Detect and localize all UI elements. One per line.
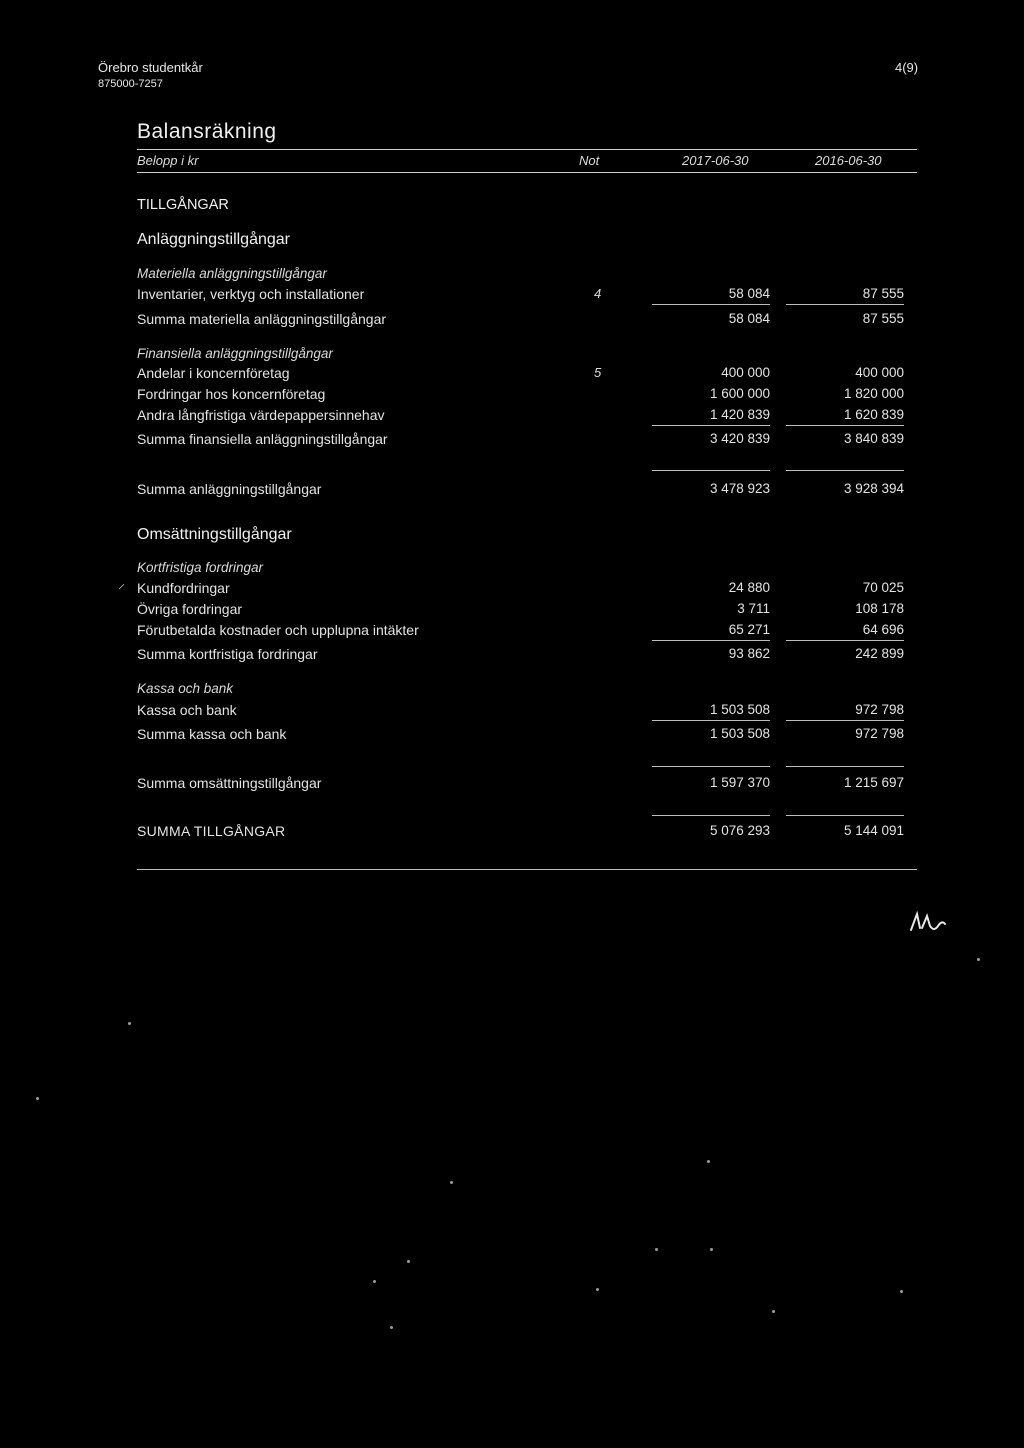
scan-speck (128, 1022, 131, 1025)
row-label: Förutbetalda kostnader och upplupna intäkter (137, 622, 419, 638)
row-label: Summa finansiella anläggningstillgångar (137, 431, 388, 447)
row-label: Övriga fordringar (137, 601, 243, 617)
assets-heading: TILLGÅNGAR (137, 197, 229, 213)
row-label: Summa anläggningstillgångar (137, 481, 322, 497)
row-label: Summa kassa och bank (137, 726, 287, 742)
row-note: 4 (594, 286, 602, 301)
receivables-heading: Kortfristiga fordringar (137, 560, 264, 575)
scan-speck (407, 1260, 410, 1263)
value-2017: 400 000 (721, 365, 770, 380)
value-2017: 1 420 839 (709, 407, 770, 422)
subtotal-underline (652, 640, 770, 641)
organization-number: 875000-7257 (98, 78, 163, 90)
tangible-assets-heading: Materiella anläggningstillgångar (137, 266, 327, 281)
column-header-amount: Belopp i kr (137, 153, 199, 168)
row-label: Summa materiella anläggningstillgångar (137, 311, 387, 327)
value-2017: 24 880 (728, 580, 770, 595)
organization-name: Örebro studentkår (98, 60, 203, 75)
scan-speck (390, 1326, 393, 1329)
scan-speck (710, 1248, 713, 1251)
financial-assets-heading: Finansiella anläggningstillgångar (137, 346, 333, 361)
total-underline (652, 766, 770, 767)
value-2016: 70 025 (862, 580, 904, 595)
total-underline (652, 470, 770, 471)
organization-header (98, 60, 203, 92)
cash-heading: Kassa och bank (137, 681, 234, 696)
value-2016: 3 840 839 (843, 431, 904, 446)
value-2016: 1 820 000 (843, 386, 904, 401)
value-2017: 1 503 508 (709, 702, 770, 717)
bottom-divider (137, 869, 917, 870)
scan-speck (596, 1288, 599, 1291)
subtotal-underline (786, 720, 904, 721)
value-2016: 1 215 697 (843, 775, 904, 790)
total-underline (786, 470, 904, 471)
value-2016: 242 899 (855, 646, 904, 661)
row-label: Andelar i koncernföretag (137, 365, 290, 381)
subtotal-underline (786, 304, 904, 305)
grand-total-underline (786, 815, 904, 816)
row-note: 5 (594, 365, 602, 380)
value-2016: 5 144 091 (843, 823, 904, 838)
page-title: Balansräkning (137, 120, 277, 143)
column-header-note: Not (579, 153, 600, 168)
column-header-2017: 2017-06-30 (682, 153, 749, 168)
value-2017: 3 420 839 (709, 431, 770, 446)
column-header-divider (137, 172, 917, 173)
scan-speck (36, 1097, 39, 1100)
value-2017: 93 862 (728, 646, 770, 661)
value-2016: 400 000 (855, 365, 904, 380)
value-2017: 58 084 (728, 311, 770, 326)
value-2016: 108 178 (855, 601, 904, 616)
subtotal-underline (652, 425, 770, 426)
row-label: Kundfordringar (137, 580, 230, 596)
value-2016: 64 696 (862, 622, 904, 637)
value-2017: 1 597 370 (709, 775, 770, 790)
grand-total-underline (652, 815, 770, 816)
row-label: Inventarier, verktyg och installationer (137, 286, 365, 302)
scan-speck (655, 1248, 658, 1251)
subtotal-underline (786, 425, 904, 426)
scan-speck (373, 1280, 376, 1283)
row-label: Summa kortfristiga fordringar (137, 646, 318, 662)
scan-speck (450, 1181, 453, 1184)
subtotal-underline (652, 304, 770, 305)
value-2017: 5 076 293 (709, 823, 770, 838)
scan-speck (707, 1160, 710, 1163)
subtotal-underline (786, 640, 904, 641)
row-label: Kassa och bank (137, 702, 237, 718)
value-2017: 3 711 (737, 601, 770, 616)
subtotal-underline (652, 720, 770, 721)
value-2016: 3 928 394 (843, 481, 904, 496)
value-2016: 87 555 (862, 286, 904, 301)
value-2016: 972 798 (855, 702, 904, 717)
value-2017: 1 600 000 (709, 386, 770, 401)
value-2017: 65 271 (728, 622, 770, 637)
page-number: 4(9) (895, 60, 919, 75)
value-2017: 3 478 923 (709, 481, 770, 496)
row-label: Summa omsättningstillgångar (137, 775, 322, 791)
row-label: SUMMA TILLGÅNGAR (137, 823, 286, 839)
value-2016: 972 798 (855, 726, 904, 741)
scan-speck (900, 1290, 903, 1293)
value-2016: 87 555 (862, 311, 904, 326)
margin-tick-mark: ⸍ (118, 581, 125, 597)
scan-speck (772, 1310, 775, 1313)
header-divider (137, 149, 917, 150)
value-2016: 1 620 839 (843, 407, 904, 422)
row-label: Fordringar hos koncernföretag (137, 386, 326, 402)
column-header-2016: 2016-06-30 (815, 153, 882, 168)
fixed-assets-heading: Anläggningstillgångar (137, 231, 290, 248)
value-2017: 1 503 508 (709, 726, 770, 741)
value-2017: 58 084 (728, 286, 770, 301)
initials-signature (908, 910, 948, 934)
total-underline (786, 766, 904, 767)
current-assets-heading: Omsättningstillgångar (137, 526, 292, 543)
scan-speck (977, 958, 980, 961)
row-label: Andra långfristiga värdepappersinnehav (137, 407, 385, 423)
